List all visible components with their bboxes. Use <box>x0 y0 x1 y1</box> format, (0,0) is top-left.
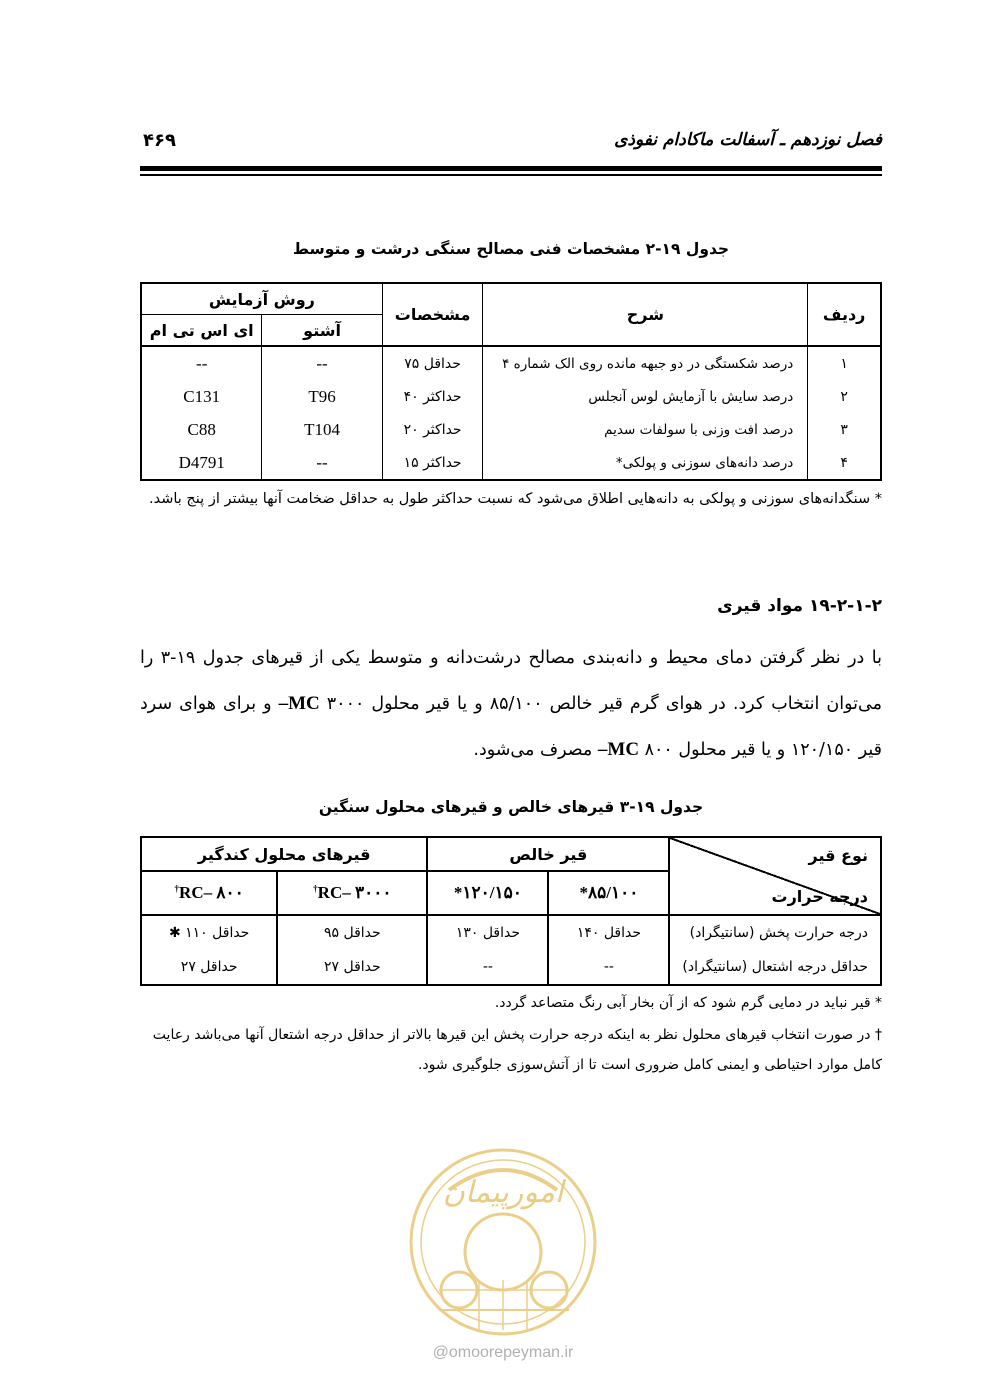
cell-spec: حداکثر ۲۰ <box>382 413 483 446</box>
table-row <box>141 950 881 985</box>
header-cutback: قیرهای محلول کندگیر <box>141 837 427 871</box>
cell-description: درصد افت وزنی با سولفات سدیم <box>483 413 808 446</box>
col-header-row: ردیف <box>808 283 881 346</box>
watermark-logo <box>399 1130 607 1340</box>
header-temperature: درجه حرارت <box>771 887 868 906</box>
cell-row: ۱ <box>808 346 881 380</box>
cell-astm: D4791 <box>141 446 262 480</box>
rc800-label: RC– ۸۰۰ <box>179 883 244 902</box>
footnote-dagger: † در صورت انتخاب قیرهای محلول نظر به اینکه درجه حرارت پخش این قیرها بالاتر از حداقل درجه اشتعال آنها می‌باشد رعایت کامل موارد احتیاطی و ایمنی کامل ضروری است تا از آتش‌سوزی جلوگیری شود. <box>152 1027 882 1073</box>
para-text: با در نظر گرفتن دمای محیط و دانه‌بندی مصالح درشت‌دانه و متوسط یکی از قیرهای جدول ۱۹-۳ را می‌توان انتخاب کرد. در هوای گرم قیر خالص ۸۵/۱۰۰ و یا قیر محلول ۳۰۰۰ <box>140 648 882 714</box>
cell-85-100: -- <box>548 950 669 985</box>
cell-spec: حداقل ۷۵ <box>382 346 483 380</box>
aggregate-spec-table <box>140 282 882 481</box>
col-header-spec: مشخصات <box>382 283 483 346</box>
header-bitumen-type: نوع قیر <box>808 846 868 865</box>
row-label: درجه حرارت پخش (سانتیگراد) <box>669 915 881 950</box>
page-number: ۴۶۹ <box>143 130 176 151</box>
header-120-150: ۱۲۰/۱۵۰* <box>427 871 548 915</box>
cell-rc3000: حداقل ۹۵ <box>277 915 427 950</box>
table1-caption: جدول ۱۹-۲ مشخصات فنی مصالح سنگی درشت و متوسط <box>292 240 730 258</box>
bitumen-table <box>140 836 882 986</box>
section-heading: ۱۹-۲-۱-۲ مواد قیری <box>717 596 882 616</box>
cell-astm: -- <box>141 346 262 380</box>
body-paragraph <box>140 636 882 773</box>
table-row <box>141 380 881 413</box>
chapter-title: فصل نوزدهم ـ آسفالت ماکادام نفوذی <box>614 130 882 150</box>
cell-aashto: -- <box>262 346 382 380</box>
mc-grade: MC– <box>278 693 320 714</box>
cell-description: درصد سایش با آزمایش لوس آنجلس <box>483 380 808 413</box>
rc3000-label: RC– ۳۰۰۰ <box>317 883 392 902</box>
header-pure-bitumen: قیر خالص <box>427 837 669 871</box>
cell-description: درصد دانه‌های سوزنی و پولکی* <box>483 446 808 480</box>
row-label: حداقل درجه اشتعال (سانتیگراد) <box>669 950 881 985</box>
dagger-mark: † <box>313 883 318 894</box>
cell-120-150: -- <box>427 950 548 985</box>
table-row <box>141 413 881 446</box>
para-text: و برای هوای سرد قیر ۱۲۰/۱۵۰ و یا قیر محلول ۸۰۰ <box>140 694 882 760</box>
cell-rc800: حداقل ۲۷ <box>141 950 277 985</box>
cell-aashto: T96 <box>262 380 382 413</box>
footnote-asterisk: * قیر نباید در دمایی گرم شود که از آن بخار آبی رنگ متصاعد گردد. <box>494 995 882 1011</box>
col-header-test-method: روش آزمایش <box>141 283 382 315</box>
col-header-description: شرح <box>483 283 808 346</box>
cell-spec: حداکثر ۴۰ <box>382 380 483 413</box>
cell-rc3000: حداقل ۲۷ <box>277 950 427 985</box>
table-row <box>141 915 881 950</box>
logo-text: امورپیمان <box>442 1175 564 1210</box>
cell-row: ۴ <box>808 446 881 480</box>
table-row <box>141 446 881 480</box>
cell-rc800: حداقل ۱۱۰ ✱ <box>141 915 277 950</box>
cell-row: ۳ <box>808 413 881 446</box>
dagger-mark: † <box>174 883 180 894</box>
cell-astm: C131 <box>141 380 262 413</box>
cell-astm: C88 <box>141 413 262 446</box>
table1-note: * سنگدانه‌های سوزنی و پولکی به دانه‌هایی اطلاق می‌شود که نسبت حداکثر طول به حداقل ضخامت آنها بیشتر از پنج باشد. <box>149 491 882 507</box>
header-rc3000 <box>277 871 427 915</box>
col-header-aashto: آشتو <box>262 315 382 347</box>
cell-aashto: -- <box>262 446 382 480</box>
cell-row: ۲ <box>808 380 881 413</box>
header-rule-thick <box>140 166 882 171</box>
para-text: مصرف می‌شود. <box>473 740 593 760</box>
cell-spec: حداکثر ۱۵ <box>382 446 483 480</box>
cell-aashto: T104 <box>262 413 382 446</box>
cell-120-150: حداقل ۱۳۰ <box>427 915 548 950</box>
cell-85-100: حداقل ۱۴۰ <box>548 915 669 950</box>
table-row <box>141 346 881 380</box>
col-header-astm: ای اس تی ام <box>141 315 262 347</box>
cell-description: درصد شکستگی در دو جبهه مانده روی الک شماره ۴ <box>483 346 808 380</box>
header-rule-thin <box>140 174 882 176</box>
header-85-100: ۸۵/۱۰۰* <box>548 871 669 915</box>
header-rc800 <box>141 871 277 915</box>
watermark-site: @omoorepeyman.ir <box>432 1344 574 1361</box>
table2-caption: جدول ۱۹-۳ قیرهای خالص و قیرهای محلول سنگین <box>318 798 704 816</box>
mc-grade: MC– <box>597 739 640 760</box>
diagonal-header-cell <box>669 837 881 915</box>
